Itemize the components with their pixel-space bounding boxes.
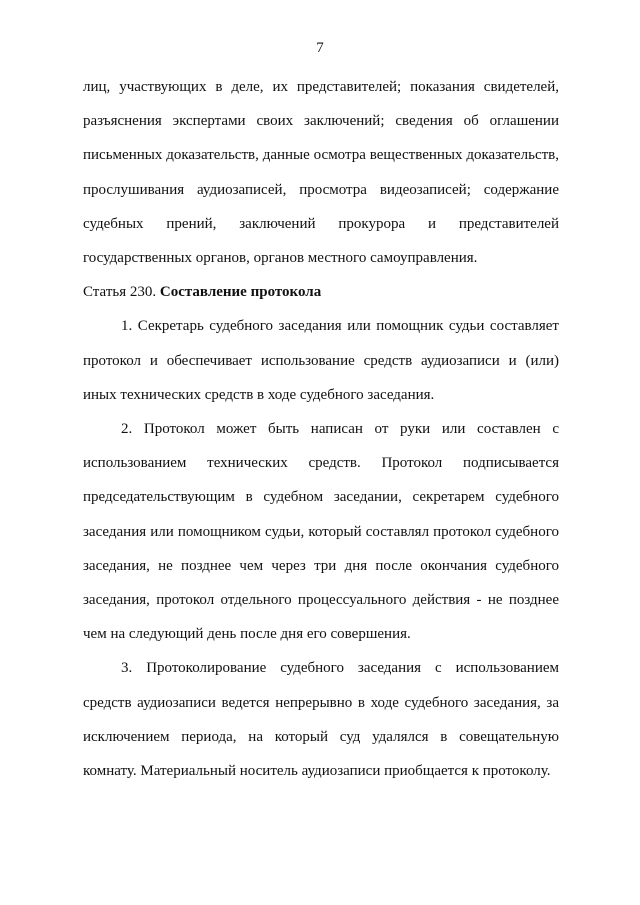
article-title: Составление протокола — [159, 284, 322, 301]
document-body — [83, 70, 559, 788]
article-number: Статья 230. — [83, 284, 160, 301]
paragraph-3: 3. Протоколирование судебного заседания с использованием средств аудиозаписи ведется непрерывно в ходе судебного заседания, за исключением периода, на который суд удалялся в совещательную комнату. Материальный носитель аудиозаписи приобщается к протоколу. — [83, 660, 559, 780]
paragraph-2: 2. Протокол может быть написан от руки или составлен с использованием технических средств. Протокол подписывается председательствующим в судебном заседании, секретарем судебного заседания или помощником судьи, который составлял протокол судебного заседания, не позднее чем через три дня после окончания судебного заседания, протокол отдельного процессуального действия - не позднее чем на следующий день после дня его совершения. — [83, 421, 559, 643]
paragraph-continuation: лиц, участвующих в деле, их представителей; показания свидетелей, разъяснения экспертами своих заключений; сведения об оглашении письменных доказательств, данные осмотра вещественных доказательств, прослушивания аудиозаписей, просмотра видеозаписей; содержание судебных прений, заключений прокурора и представителей государственных органов, органов местного самоуправления. — [83, 79, 559, 267]
article-heading — [83, 275, 559, 309]
page-number: 7 — [316, 40, 324, 56]
paragraph-1: 1. Секретарь судебного заседания или помощник судьи составляет протокол и обеспечивает использование средств аудиозаписи и (или) иных технических средств в ходе судебного заседания. — [83, 318, 559, 403]
